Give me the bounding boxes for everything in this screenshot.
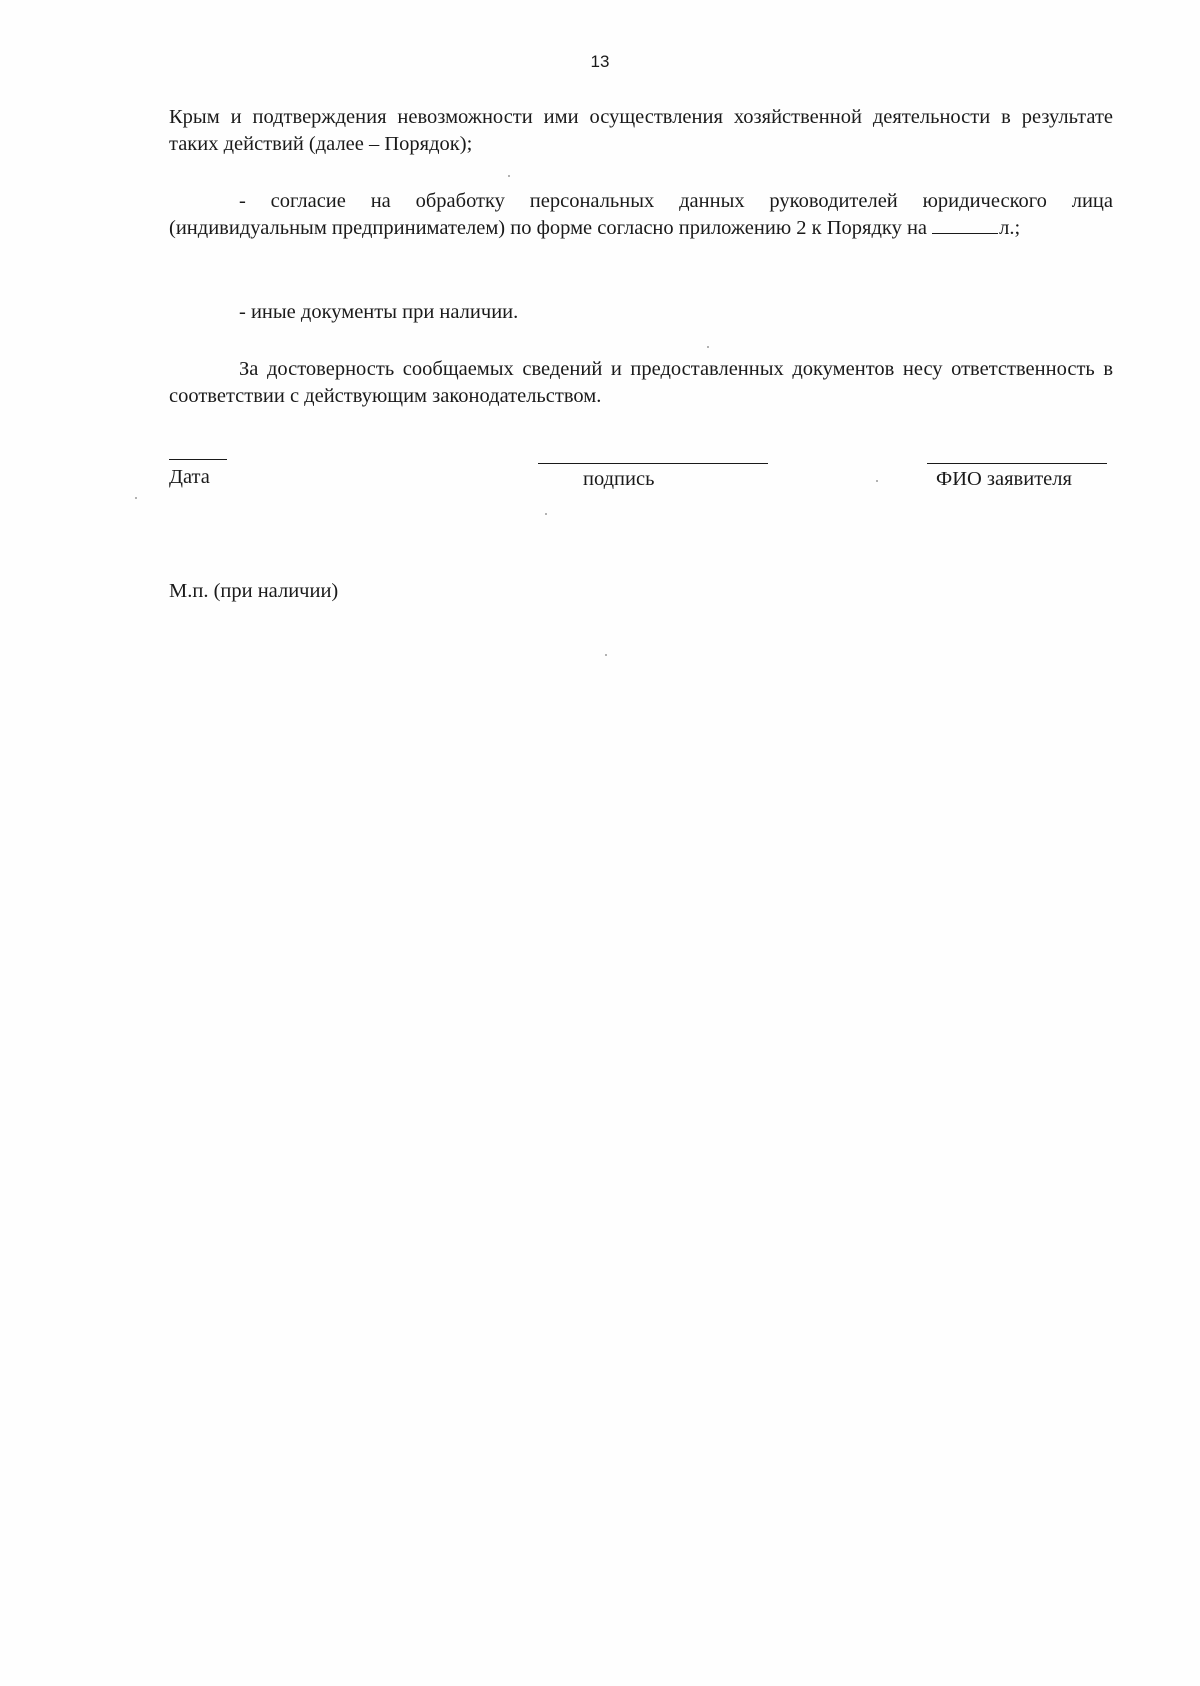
name-caption: ФИО заявителя <box>936 468 1072 490</box>
page-number: 13 <box>590 52 610 71</box>
paragraph-other-documents: - иные документы при наличии. <box>239 301 519 323</box>
consent-item-tail: л.; <box>999 217 1021 239</box>
paragraph-continuation: Крым и подтверждения невозможности ими осуществления хозяйственной деятельности в результате таких действий (далее – Порядок); <box>169 106 1113 155</box>
paragraph-responsibility: За достоверность сообщаемых сведений и предоставленных документов несу ответственность в соответствии с действующим законодательством. <box>169 358 1113 407</box>
scan-speck <box>876 480 878 482</box>
consent-item-text: - согласие на обработку персональных данных руководителей юридического лица (индивидуальным предпринимателем) по форме согласно приложению 2 к Порядку на <box>169 190 1113 239</box>
stamp-note: М.п. (при наличии) <box>169 580 339 602</box>
signature-blank-line <box>538 463 768 464</box>
signature-caption: подпись <box>583 468 655 490</box>
pages-count-blank <box>932 232 998 234</box>
date-blank-line <box>169 459 227 460</box>
scan-speck <box>605 654 607 656</box>
scan-speck <box>545 513 547 515</box>
scan-speck <box>135 497 137 499</box>
scan-speck <box>707 346 709 348</box>
scan-speck <box>508 175 510 177</box>
name-blank-line <box>927 463 1107 464</box>
date-caption: Дата <box>169 466 210 488</box>
paragraph-consent-item <box>169 188 1113 242</box>
